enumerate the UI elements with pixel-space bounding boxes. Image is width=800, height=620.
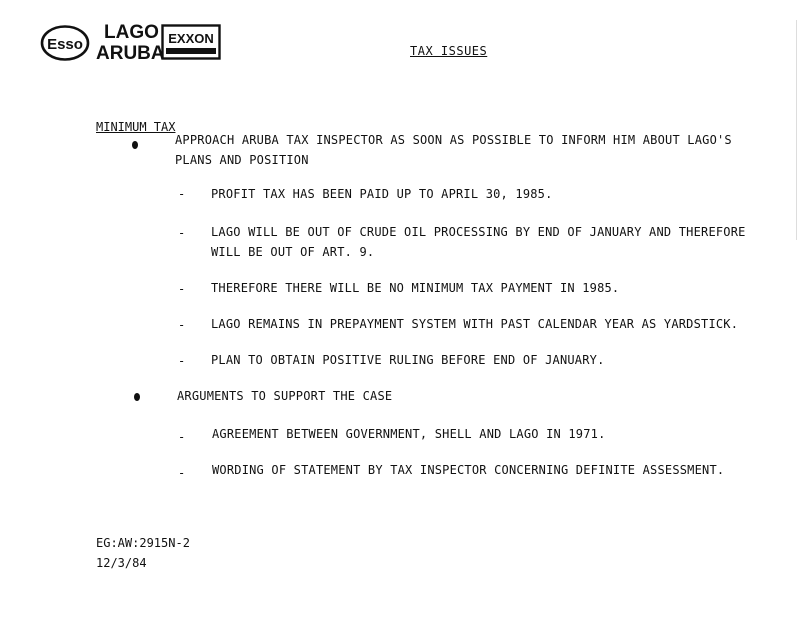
- bullet-icon: [134, 393, 140, 401]
- document-date: 12/3/84: [96, 556, 147, 570]
- lago-aruba-wordmark: [96, 22, 165, 64]
- list-item: AGREEMENT BETWEEN GOVERNMENT, SHELL AND LAGO IN 1971.: [212, 427, 606, 441]
- footer: [96, 533, 190, 573]
- bullet-text: APPROACH ARUBA TAX INSPECTOR AS SOON AS POSSIBLE TO INFORM HIM ABOUT LAGO'S PLANS AND POSITION: [175, 133, 732, 167]
- reference-code: EG:AW:2915N-2: [96, 536, 190, 550]
- list-item: LAGO WILL BE OUT OF CRUDE OIL PROCESSING BY END OF JANUARY AND THEREFORE WILL BE OUT OF ART. 9.: [211, 225, 746, 259]
- list-item: THEREFORE THERE WILL BE NO MINIMUM TAX PAYMENT IN 1985.: [211, 281, 620, 295]
- lago-line: LAGO: [104, 22, 159, 43]
- list-item: PLAN TO OBTAIN POSITIVE RULING BEFORE END OF JANUARY.: [211, 353, 605, 367]
- svg-text:Esso: Esso: [47, 36, 83, 53]
- dash-marker: -: [178, 430, 186, 444]
- dash-marker: -: [178, 318, 186, 332]
- svg-text:EXXON: EXXON: [168, 31, 214, 46]
- list-item: WORDING OF STATEMENT BY TAX INSPECTOR CONCERNING DEFINITE ASSESSMENT.: [212, 463, 725, 477]
- dash-marker: -: [178, 282, 186, 296]
- bullet-text: ARGUMENTS TO SUPPORT THE CASE: [177, 389, 393, 403]
- exxon-logo: [161, 24, 221, 60]
- list-item: PROFIT TAX HAS BEEN PAID UP TO APRIL 30, 1985.: [211, 187, 553, 201]
- esso-logo: [40, 24, 90, 62]
- aruba-line: ARUBA: [96, 43, 165, 64]
- section-heading: MINIMUM TAX: [96, 120, 176, 134]
- dash-marker: -: [178, 187, 186, 201]
- list-item: LAGO REMAINS IN PREPAYMENT SYSTEM WITH PAST CALENDAR YEAR AS YARDSTICK.: [211, 317, 739, 331]
- bullet-icon: [132, 141, 138, 149]
- dash-marker: -: [178, 226, 186, 240]
- dash-marker: -: [178, 354, 186, 368]
- dash-marker: -: [178, 466, 186, 480]
- scan-edge-line: [796, 20, 797, 240]
- page-title: TAX ISSUES: [410, 44, 488, 58]
